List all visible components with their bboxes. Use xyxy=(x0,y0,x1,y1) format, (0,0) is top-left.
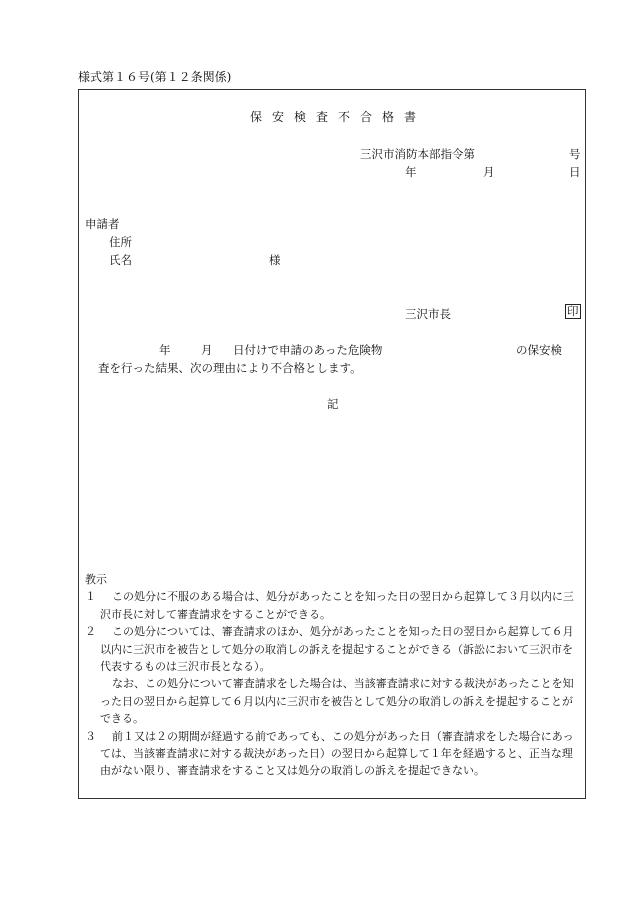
body-year-label: 年 xyxy=(159,343,171,357)
instruction-number: １ xyxy=(85,590,96,604)
instruction-text: 前１又は２の期間が経過する前であっても、この処分があった日（審査請求をした場合にあっては、当該審査請求に対する裁決があった日）の翌日から起算して１年を経過すると、正当な理由がない限り、審査請求をすること又は処分の取消しの訴えを提起できない。 xyxy=(100,729,574,778)
instructions-block xyxy=(85,571,581,780)
body-date-text: 日付けで申請のあった危険物 xyxy=(233,343,383,357)
header-year-label: 年 xyxy=(405,165,417,179)
issuer-title: 三沢市長 xyxy=(405,307,451,321)
body-inspection-text: の保安検 xyxy=(516,343,562,357)
instruction-text: この処分に不服のある場合は、処分があったことを知った日の翌日から起算して３月以内に三沢市長に対して審査請求をすることができる。 xyxy=(100,590,574,621)
instruction-number: ３ xyxy=(85,729,96,743)
instruction-item-2 xyxy=(85,623,581,675)
form-number: 様式第１６号(第１２条関係) xyxy=(78,70,232,84)
honorific-label: 様 xyxy=(269,253,281,267)
instruction-item-3 xyxy=(85,728,581,780)
address-label: 住所 xyxy=(109,235,132,249)
instruction-text: この処分については、審査請求のほか、処分があったことを知った日の翌日から起算して６月以内に三沢市を被告として処分の取消しの訴えを提起することができる（訴訟において三沢市を代表するものは三沢市長となる）。 xyxy=(100,625,574,674)
name-label: 氏名 xyxy=(109,253,132,267)
instruction-item-1 xyxy=(85,588,581,623)
seal-label: 印 xyxy=(567,304,579,318)
seal-mark xyxy=(565,304,581,319)
applicant-heading: 申請者 xyxy=(85,217,120,231)
body-month-label: 月 xyxy=(201,343,213,357)
header-day-label: 日 xyxy=(569,165,581,179)
document-number-prefix: 三沢市消防本部指令第 xyxy=(360,147,475,161)
instruction-number: ２ xyxy=(85,625,96,639)
body-line-2: 査を行った結果、次の理由により不合格とします。 xyxy=(98,361,362,375)
record-heading: 記 xyxy=(327,397,339,411)
document-number-suffix: 号 xyxy=(569,147,581,161)
instructions-heading: 教示 xyxy=(85,573,107,586)
header-month-label: 月 xyxy=(483,165,495,179)
document-title: 保安検査不合格書 xyxy=(249,110,426,124)
document-frame xyxy=(78,89,586,799)
instruction-item-2-note: なお、この処分について審査請求をした場合は、当該審査請求に対する裁決があったことを知った日の翌日から起算して６月以内に三沢市を被告として処分の取消しの訴えを提起することができる。 xyxy=(100,677,574,726)
